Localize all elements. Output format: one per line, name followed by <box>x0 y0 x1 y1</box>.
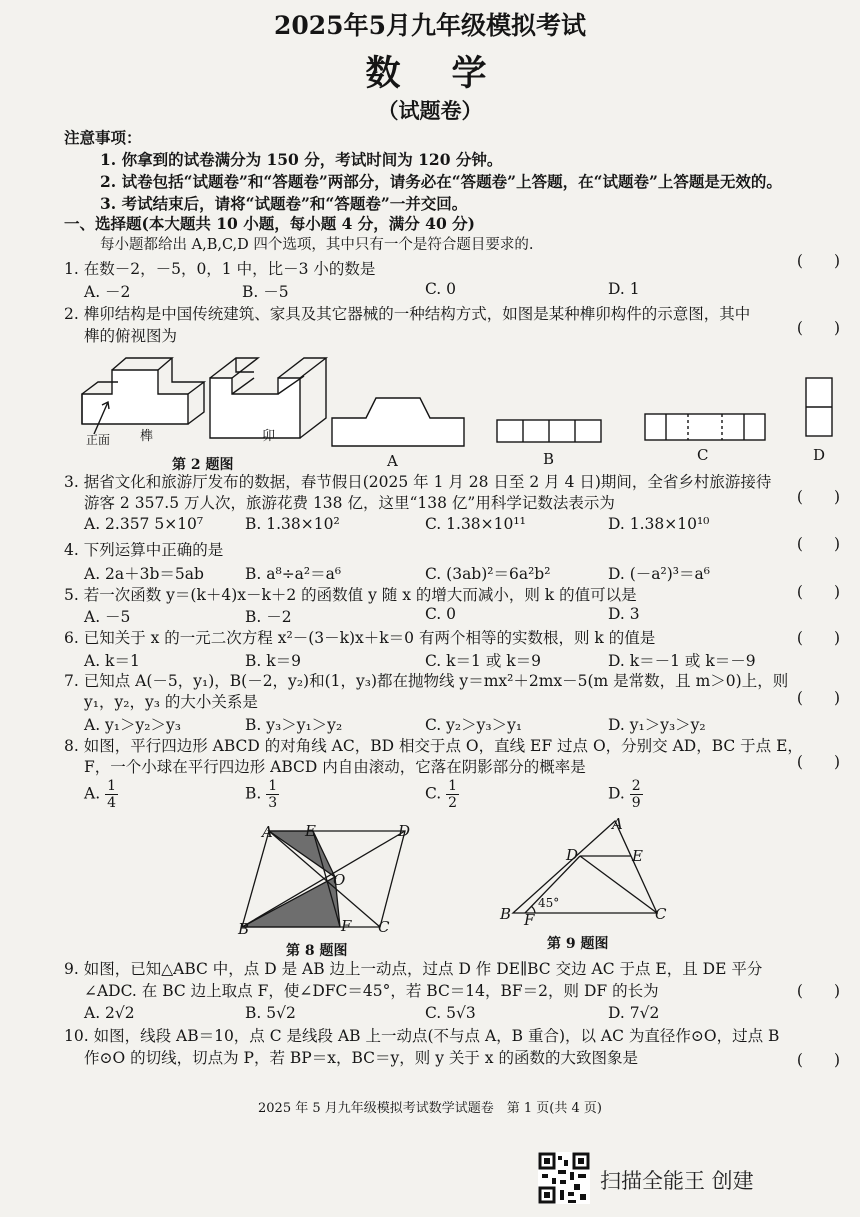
q1-option-b: B. －5 <box>242 283 289 301</box>
q3-stem: 3. 据省文化和旅游厅发布的数据，春节假日(2025 年 1 月 28 日至 2 月 4 日)期间，全省乡村旅游接待 <box>64 473 772 491</box>
q5-option-c: C. 0 <box>425 605 457 623</box>
notice-heading: 注意事项： <box>64 128 142 147</box>
q4-option-d: D. (－a²)³＝a⁶ <box>608 565 710 583</box>
q4-option-c: C. (3ab)²＝6a²b² <box>425 565 551 583</box>
q6-answer-paren: ( ) <box>796 629 840 647</box>
q9-point-d: D <box>566 846 579 864</box>
shaded-region-left <box>269 831 335 877</box>
notice-item-3: 3. 考试结束后，请将“试题卷”和“答题卷”一并交回。 <box>100 194 468 213</box>
q5-answer-paren: ( ) <box>796 583 840 601</box>
q8-b-numerator: 1 <box>268 778 278 794</box>
q6-stem: 6. 已知关于 x 的一元二次方程 x²－(3－k)x＋k＝0 有两个相等的实数根，则 k 的值是 <box>64 629 656 647</box>
q8-option-c-fraction <box>446 778 459 811</box>
q9-answer-paren: ( ) <box>796 982 840 1000</box>
q4-option-a: A. 2a＋3b＝5ab <box>84 565 204 583</box>
q9-figure <box>505 815 675 920</box>
q1-stem: 1. 在数－2，－5，0，1 中，比－3 小的数是 <box>64 260 376 278</box>
q8-answer-paren: ( ) <box>796 753 840 771</box>
q4-answer-paren: ( ) <box>796 535 840 553</box>
q9-option-c: C. 5√3 <box>425 1004 476 1022</box>
q8-c-numerator: 1 <box>448 778 458 794</box>
q3-option-c: C. 1.38×10¹¹ <box>425 515 526 533</box>
q5-option-a: A. －5 <box>84 608 131 626</box>
q9-point-c: C <box>655 905 667 923</box>
section-heading: 一、选择题(本大题共 10 小题，每小题 4 分，满分 40 分) <box>64 214 475 233</box>
section-instruction: 每小题都给出 A,B,C,D 四个选项，其中只有一个是符合题目要求的. <box>100 237 534 253</box>
q4-option-b: B. a⁸÷a²＝a⁶ <box>245 565 342 583</box>
q8-fig-caption: 第 8 题图 <box>286 943 348 959</box>
q5-option-b: B. －2 <box>245 608 292 626</box>
q9-angle-label: 45° <box>538 896 560 910</box>
notice-item-1: 1. 你拿到的试卷满分为 150 分，考试时间为 120 分钟。 <box>100 150 503 169</box>
q9-option-b: B. 5√2 <box>245 1004 296 1022</box>
q2-stem: 2. 榫卯结构是中国传统建筑、家具及其它器械的一种结构方式，如图是某种榫卯构件的示意图，其中 <box>64 305 751 323</box>
q9-fig-caption: 第 9 题图 <box>547 936 609 952</box>
q8-option-b-fraction <box>266 778 279 811</box>
q2-figure <box>70 342 850 472</box>
q9-point-b: B <box>500 905 512 923</box>
q9-option-a: A. 2√2 <box>84 1004 135 1022</box>
tenon-label: 榫 <box>140 429 154 444</box>
scanner-watermark: 扫描全能王 创建 <box>600 1169 754 1193</box>
q7-answer-paren: ( ) <box>796 689 840 707</box>
exam-title: 2025年5月九年级模拟考试 <box>274 11 586 40</box>
q8-point-a: A <box>262 823 273 841</box>
q1-option-c: C. 0 <box>425 280 457 298</box>
q10-stem-cont: 作⊙O 的切线，切点为 P，若 BP＝x，BC＝y，则 y 关于 x 的函数的大致图象是 <box>84 1049 638 1067</box>
segment-dc <box>580 856 657 913</box>
q3-stem-cont: 游客 2 357.5 万人次，旅游花费 138 亿，这里“138 亿”用科学记数法表示为 <box>84 494 615 512</box>
q1-option-d: D. 1 <box>608 280 640 298</box>
front-label: 正面 <box>86 433 111 447</box>
q6-option-c: C. k＝1 或 k＝9 <box>425 652 542 670</box>
q5-stem: 5. 若一次函数 y＝(k＋4)x－k＋2 的函数值 y 随 x 的增大而减小，则 k 的值可以是 <box>64 586 637 604</box>
q7-option-b: B. y₃＞y₁＞y₂ <box>245 716 343 734</box>
q10-answer-paren: ( ) <box>796 1051 840 1069</box>
q8-option-a <box>84 778 118 811</box>
q1-answer-paren: ( ) <box>796 252 840 270</box>
q8-option-b <box>245 778 279 811</box>
q7-option-d: D. y₁＞y₃＞y₂ <box>608 716 706 734</box>
q4-stem: 4. 下列运算中正确的是 <box>64 541 224 559</box>
q8-d-denominator: 9 <box>631 795 641 811</box>
q10-stem: 10. 如图，线段 AB＝10，点 C 是线段 AB 上一动点(不与点 A，B 重合)，以 AC 为直径作⊙O，过点 B <box>64 1027 780 1045</box>
q2-stem-cont: 榫的俯视图为 <box>84 327 178 345</box>
q3-answer-paren: ( ) <box>796 488 840 506</box>
q2-label-a: A <box>387 452 398 470</box>
q3-option-a: A. 2.357 5×10⁷ <box>84 515 204 533</box>
q9-stem-cont: ∠ADC. 在 BC 边上取点 F，使∠DFC＝45°，若 BC＝14，BF＝2，则 DF 的长为 <box>84 982 659 1000</box>
q2-label-c: C <box>697 446 709 464</box>
subject-title: 数 学 <box>365 53 495 94</box>
notice-item-2: 2. 试卷包括“试题卷”和“答题卷”两部分，请务必在“答题卷”上答题，在“试题卷”上答题是无效的。 <box>100 172 782 191</box>
option-c-view <box>645 414 765 440</box>
q9-point-a: A <box>612 815 623 833</box>
q8-option-c-letter: C. <box>425 784 442 803</box>
tenon-3d-piece <box>82 358 204 424</box>
mortise-label: 卯 <box>262 429 276 444</box>
q7-option-c: C. y₂＞y₃＞y₁ <box>425 716 523 734</box>
q8-option-b-letter: B. <box>245 784 262 803</box>
q2-label-b: B <box>543 450 555 468</box>
q8-option-d-fraction <box>630 778 643 811</box>
q8-point-c: C <box>378 918 390 936</box>
q3-option-b: B. 1.38×10² <box>245 515 340 533</box>
q6-option-b: B. k＝9 <box>245 652 301 670</box>
q2-answer-paren: ( ) <box>796 319 840 337</box>
q8-point-o: O <box>333 871 346 889</box>
q8-a-numerator: 1 <box>107 778 116 794</box>
q8-stem: 8. 如图，平行四边形 ABCD 的对角线 AC，BD 相交于点 O，直线 EF 过点 O，分别交 AD，BC 于点 E， <box>64 737 803 755</box>
q8-point-d: D <box>398 822 411 840</box>
q8-a-denominator: 4 <box>107 795 116 811</box>
q8-stem-cont: F，一个小球在平行四边形 ABCD 内自由滚动，它落在阴影部分的概率是 <box>84 758 586 776</box>
q7-stem-cont: y₁，y₂，y₃ 的大小关系是 <box>84 693 258 711</box>
q7-option-a: A. y₁＞y₂＞y₃ <box>84 716 181 734</box>
q8-option-a-fraction <box>105 778 118 811</box>
q6-option-d: D. k＝－1 或 k＝－9 <box>608 652 756 670</box>
q2-label-d: D <box>813 446 826 464</box>
q1-option-a: A. －2 <box>84 283 131 301</box>
q3-option-d: D. 1.38×10¹⁰ <box>608 515 710 533</box>
q8-c-denominator: 2 <box>448 795 458 811</box>
q8-option-d <box>608 778 643 811</box>
option-b-view <box>497 420 601 442</box>
q2-fig-caption: 第 2 题图 <box>172 457 234 473</box>
qr-code-icon <box>538 1152 590 1204</box>
q9-point-e: E <box>632 847 643 865</box>
q8-point-e: E <box>305 822 316 840</box>
q8-option-a-letter: A. <box>84 784 101 803</box>
q6-option-a: A. k＝1 <box>84 652 140 670</box>
option-a-view <box>332 398 464 446</box>
shaded-region-bottom <box>242 877 340 927</box>
q8-option-c <box>425 778 459 811</box>
option-d-view <box>806 378 832 436</box>
triangle-abc <box>513 821 657 913</box>
page-footer: 2025 年 5 月九年级模拟考试数学试题卷 第 1 页(共 4 页) <box>258 1101 602 1116</box>
q5-option-d: D. 3 <box>608 605 640 623</box>
q8-option-d-letter: D. <box>608 784 625 803</box>
q8-point-b: B <box>238 920 250 938</box>
q7-stem: 7. 已知点 A(－5，y₁)，B(－2，y₂)和(1，y₃)都在抛物线 y＝mx²＋2mx－5(m 是常数，且 m＞0)上，则 <box>64 672 789 690</box>
q9-option-d: D. 7√2 <box>608 1004 660 1022</box>
q8-point-f: F <box>341 917 352 935</box>
q8-b-denominator: 3 <box>268 795 278 811</box>
paper-type: （试题卷） <box>377 98 483 123</box>
q9-point-f: F <box>524 911 535 929</box>
q8-d-numerator: 2 <box>631 778 641 794</box>
q9-stem: 9. 如图，已知△ABC 中，点 D 是 AB 边上一动点，过点 D 作 DE∥BC 交边 AC 于点 E，且 DE 平分 <box>64 960 763 978</box>
